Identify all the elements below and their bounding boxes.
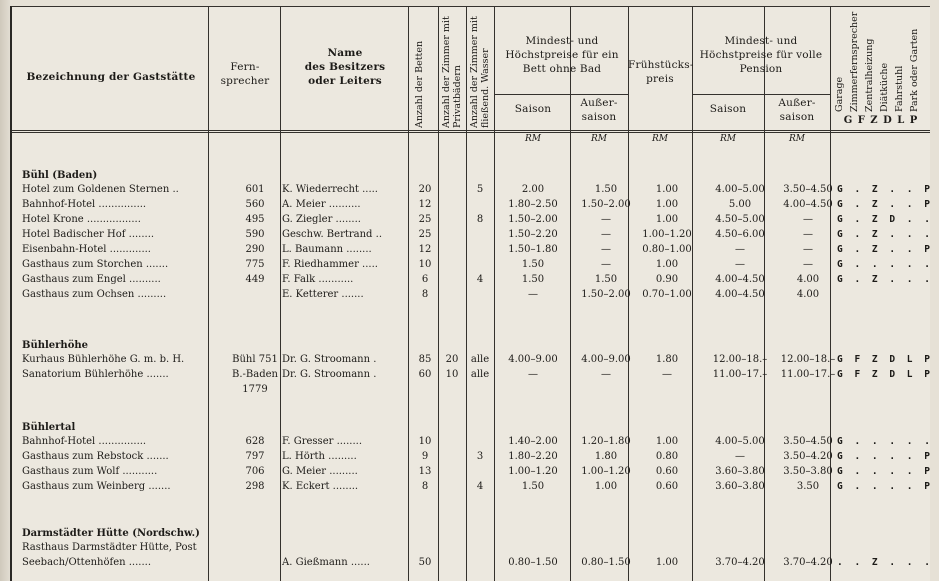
cell-flow: 4: [476, 274, 484, 285]
cell-phone: 290: [245, 244, 265, 255]
cell-fac: G . Z . . P: [837, 244, 933, 255]
cell-phone: 495: [245, 214, 265, 225]
cell-beds: 6: [421, 274, 429, 285]
table-row: [12, 287, 930, 302]
cell-beds: 13: [418, 466, 432, 477]
cell-phone: 775: [245, 259, 265, 270]
cell-owner: Geschw. Bertrand ..: [282, 229, 382, 240]
cell-owner: F. Gresser ........: [282, 436, 362, 447]
section-title: Darmstädter Hütte (Nordschw.): [22, 528, 200, 539]
cell-flow: 4: [476, 481, 484, 492]
table-row: [12, 479, 933, 494]
table-row: [12, 227, 933, 242]
hotel-directory-table: [10, 6, 933, 581]
cell-phone: 628: [245, 436, 265, 447]
cell-fac: G . Z . . P: [837, 184, 933, 195]
cell-breakfast: 1.00: [655, 259, 679, 270]
cell-phone: Bühl 751: [232, 354, 278, 365]
cell-owner: G. Meier .........: [282, 466, 358, 477]
cell-bed-off: —: [601, 214, 611, 225]
cell-bed-season: 1.50–1.80: [508, 244, 558, 255]
header-breakfast: Frühstücks- preis: [628, 59, 694, 85]
cell-bed-off: 1.00–1.20: [581, 466, 631, 477]
cell-pen-season: 5.00: [728, 199, 752, 210]
cell-pen-off: 11.00–17.–: [780, 369, 836, 380]
header-garage: Garage: [834, 76, 845, 112]
cell-pen-season: 3.60–3.80: [715, 481, 765, 492]
cell-name: Gasthaus zum Rebstock .......: [22, 451, 169, 462]
header-pension-prices: Mindest- und Höchstpreise für volle Pension: [699, 35, 823, 75]
cell-pen-off: —: [803, 229, 813, 240]
table-row: [12, 182, 933, 197]
subheader-rule: [692, 94, 830, 95]
cell-phone: 560: [245, 199, 265, 210]
cell-pen-off: 4.00–4.50: [783, 199, 833, 210]
cell-pen-season: —: [735, 259, 745, 270]
cell-bed-season: 2.00: [521, 184, 545, 195]
cell-bed-season: 4.00–9.00: [508, 354, 558, 365]
cell-bed-season: 1.80–2.50: [508, 199, 558, 210]
cell-owner: Dr. G. Stroomann .: [282, 354, 377, 365]
header-phone: Fern- sprecher: [220, 61, 270, 87]
cell-phone: 601: [245, 184, 265, 195]
cell-fac: G . Z . . .: [837, 229, 933, 240]
cell-bed-season: —: [528, 369, 538, 380]
cell-bed-season: 1.80–2.20: [508, 451, 558, 462]
cell-flow: 5: [476, 184, 484, 195]
table-row: [12, 434, 933, 449]
header-name: Bezeichnung der Gaststätte: [26, 71, 196, 83]
cell-pen-season: —: [735, 244, 745, 255]
table-row: [12, 352, 933, 367]
cell-name: Sanatorium Bühlerhöhe .......: [22, 369, 169, 380]
cell-bed-off: 1.00: [594, 481, 618, 492]
cell-fac: . . Z . . .: [837, 557, 933, 568]
cell-pen-season: 4.50–5.00: [715, 214, 765, 225]
cell-breakfast: 0.90: [655, 274, 679, 285]
cell-fac: G . Z D . .: [837, 214, 933, 225]
header-bottom-rule: [12, 130, 930, 131]
cell-pen-season: 4.00–4.50: [715, 274, 765, 285]
cell-name: Bahnhof-Hotel ...............: [22, 199, 147, 210]
cell-beds: 50: [418, 557, 432, 568]
cell-owner: E. Ketterer .......: [282, 289, 364, 300]
table-top-rule: [12, 6, 930, 7]
cell-pen-off: —: [803, 214, 813, 225]
subheader-rule: [494, 94, 628, 95]
cell-pen-season: 3.60–3.80: [715, 466, 765, 477]
cell-pen-season: 4.50–6.00: [715, 229, 765, 240]
header-facility-letters: G F Z D L P: [843, 115, 919, 126]
cell-pen-season: 4.00–5.00: [715, 184, 765, 195]
cell-owner: F. Riedhammer .....: [282, 259, 378, 270]
section-title: Bühlertal: [22, 422, 76, 433]
section-title: Bühl (Baden): [22, 170, 98, 181]
table-row: [12, 197, 933, 212]
cell-pen-off: 3.50–4.20: [783, 451, 833, 462]
cell-fac: G . . . . .: [837, 436, 933, 447]
cell-pen-off: 3.50–4.50: [783, 184, 833, 195]
cell-name: Bahnhof-Hotel ...............: [22, 436, 147, 447]
table-row: [12, 212, 933, 227]
table-row: [12, 540, 930, 555]
header-pension-offseason: Außer- saison: [778, 97, 816, 123]
cell-pen-season: 3.70–4.20: [715, 557, 765, 568]
cell-bed-season: 1.50: [521, 481, 545, 492]
cell-name: Gasthaus zum Storchen .......: [22, 259, 169, 270]
cell-bed-season: 1.50–2.20: [508, 229, 558, 240]
cell-bed-off: 1.80: [594, 451, 618, 462]
cell-owner: L. Baumann ........: [282, 244, 372, 255]
header-running-water: Anzahl der Zimmer mit fließend. Wasser: [469, 16, 491, 128]
cell-bed-off: 4.00–9.00: [581, 354, 631, 365]
cell-name: Eisenbahn-Hotel .............: [22, 244, 151, 255]
cell-name: Gasthaus zum Weinberg .......: [22, 481, 171, 492]
table-row: [12, 464, 933, 479]
cell-name: Rasthaus Darmstädter Hütte, Post: [22, 542, 197, 553]
cell-bed-season: 1.50: [521, 274, 545, 285]
cell-bed-season: 1.50–2.00: [508, 214, 558, 225]
cell-owner: Dr. G. Stroomann .: [282, 369, 377, 380]
cell-name: Gasthaus zum Engel ..........: [22, 274, 161, 285]
cell-fac: G . Z . . .: [837, 274, 933, 285]
header-park-garden: Park oder Garten: [909, 28, 920, 112]
cell-breakfast: 0.60: [655, 481, 679, 492]
cell-phone: 590: [245, 229, 265, 240]
cell-owner: F. Falk ...........: [282, 274, 354, 285]
cell-breakfast: 1.00: [655, 184, 679, 195]
header-private-baths: Anzahl der Zimmer mit Privatbädern: [441, 16, 463, 128]
cell-breakfast: 1.00: [655, 214, 679, 225]
cell-bed-season: —: [528, 289, 538, 300]
cell-owner: A. Gießmann ......: [282, 557, 370, 568]
cell-flow: alle: [470, 354, 490, 365]
cell-pen-off: —: [803, 244, 813, 255]
section-title: Bühlerhöhe: [22, 340, 88, 351]
header-owner: Name des Besitzers oder Leiters: [304, 47, 386, 87]
cell-beds: 9: [421, 451, 429, 462]
table-row: [12, 449, 933, 464]
cell-breakfast: 0.60: [655, 466, 679, 477]
cell-fac: G . . . . P: [837, 466, 933, 477]
table-row: [12, 367, 933, 382]
cell-phone: 706: [245, 466, 265, 477]
cell-bed-off: 1.50–2.00: [581, 289, 631, 300]
cell-breakfast: 1.00–1.20: [642, 229, 692, 240]
cell-pen-off: —: [803, 259, 813, 270]
cell-name: Gasthaus zum Wolf ...........: [22, 466, 158, 477]
cell-breakfast: 0.80: [655, 451, 679, 462]
cell-bed-off: —: [601, 244, 611, 255]
cell-pen-season: 4.00–5.00: [715, 436, 765, 447]
cell-beds: 12: [418, 199, 432, 210]
cell-pen-season: 12.00–18.–: [712, 354, 768, 365]
cell-beds: 12: [418, 244, 432, 255]
cell-bed-season: 0.80–1.50: [508, 557, 558, 568]
cell-breakfast: 0.70–1.00: [642, 289, 692, 300]
cell-beds: 85: [418, 354, 432, 365]
cell-bed-off: 1.50: [594, 184, 618, 195]
cell-owner: A. Meier ..........: [282, 199, 361, 210]
cell-beds: 8: [421, 289, 429, 300]
cell-bed-season: 1.00–1.20: [508, 466, 558, 477]
cell-breakfast: 1.00: [655, 557, 679, 568]
cell-name: Hotel Krone .................: [22, 214, 141, 225]
cell-name: Gasthaus zum Ochsen .........: [22, 289, 167, 300]
cell-name: Hotel zum Goldenen Sternen ..: [22, 184, 179, 195]
cell-beds: 10: [418, 436, 432, 447]
header-bed-prices: Mindest- und Höchstpreise für ein Bett ohne Bad: [505, 35, 619, 75]
cell-flow: 3: [476, 451, 484, 462]
cell-bed-off: —: [601, 369, 611, 380]
header-bed-season: Saison: [514, 103, 552, 115]
cell-flow: alle: [470, 369, 490, 380]
cell-priv: 20: [445, 354, 459, 365]
cell-pen-off: 3.50: [796, 481, 820, 492]
cell-breakfast: 0.80–1.00: [642, 244, 692, 255]
cell-pen-season: 4.00–4.50: [715, 289, 765, 300]
unit-label: RM: [720, 134, 736, 144]
cell-fac: G F Z D L P: [837, 354, 933, 365]
cell-name: Hotel Badischer Hof ........: [22, 229, 155, 240]
cell-phone: B.-Baden: [232, 369, 278, 380]
table-row: [12, 272, 933, 287]
cell-bed-season: 1.50: [521, 259, 545, 270]
cell-owner: K. Eckert ........: [282, 481, 359, 492]
cell-beds: 60: [418, 369, 432, 380]
cell-breakfast: 1.00: [655, 436, 679, 447]
header-beds: Anzahl der Betten: [414, 40, 425, 128]
header-diet-kitchen: Diätküche: [879, 62, 890, 112]
cell-fac: G . . . . P: [837, 451, 933, 462]
cell-bed-off: 1.50–2.00: [581, 199, 631, 210]
header-room-phone: Zimmerfernsprecher: [849, 11, 860, 112]
cell-phone: 1779: [242, 384, 268, 395]
cell-phone: 298: [245, 481, 265, 492]
unit-label: RM: [525, 134, 541, 144]
cell-bed-off: 1.20–1.80: [581, 436, 631, 447]
cell-beds: 25: [418, 229, 432, 240]
cell-breakfast: 1.00: [655, 199, 679, 210]
cell-bed-off: —: [601, 259, 611, 270]
header-bed-offseason: Außer- saison: [580, 97, 618, 123]
cell-fac: G . Z . . P: [837, 199, 933, 210]
cell-owner: G. Ziegler ........: [282, 214, 361, 225]
header-elevator: Fahrstuhl: [894, 65, 905, 112]
cell-beds: 20: [418, 184, 432, 195]
cell-owner: L. Hörth .........: [282, 451, 357, 462]
cell-fac: G . . . . P: [837, 481, 933, 492]
cell-pen-off: 4.00: [796, 289, 820, 300]
page-edge-shadow: [0, 0, 10, 581]
cell-beds: 25: [418, 214, 432, 225]
cell-pen-season: —: [735, 451, 745, 462]
cell-breakfast: 1.80: [655, 354, 679, 365]
cell-pen-off: 3.50–4.50: [783, 436, 833, 447]
cell-breakfast: —: [662, 369, 672, 380]
cell-bed-off: 0.80–1.50: [581, 557, 631, 568]
cell-bed-season: 1.40–2.00: [508, 436, 558, 447]
cell-fac: G . . . . .: [837, 259, 933, 270]
cell-priv: 10: [445, 369, 459, 380]
cell-pen-off: 3.50–3.80: [783, 466, 833, 477]
cell-owner: K. Wiederrecht .....: [282, 184, 378, 195]
unit-label: RM: [789, 134, 805, 144]
cell-phone: 449: [245, 274, 265, 285]
header-pension-season: Saison: [709, 103, 747, 115]
cell-beds: 8: [421, 481, 429, 492]
cell-bed-off: —: [601, 229, 611, 240]
cell-pen-off: 3.70–4.20: [783, 557, 833, 568]
cell-name: Kurhaus Bühlerhöhe G. m. b. H.: [22, 354, 185, 365]
cell-fac: G F Z D L P: [837, 369, 933, 380]
unit-label: RM: [652, 134, 668, 144]
header-central-heating: Zentralheizung: [864, 38, 875, 112]
cell-pen-season: 11.00–17.–: [712, 369, 768, 380]
cell-flow: 8: [476, 214, 484, 225]
unit-label: RM: [591, 134, 607, 144]
table-row: [12, 242, 933, 257]
cell-phone: 797: [245, 451, 265, 462]
header-double-rule: [12, 132, 930, 133]
table-row: [12, 555, 933, 570]
cell-pen-off: 12.00–18.–: [780, 354, 836, 365]
cell-name: Seebach/Ottenhöfen .......: [22, 557, 152, 568]
cell-beds: 10: [418, 259, 432, 270]
cell-bed-off: 1.50: [594, 274, 618, 285]
table-row: [12, 382, 930, 397]
table-row: [12, 257, 933, 272]
cell-pen-off: 4.00: [796, 274, 820, 285]
